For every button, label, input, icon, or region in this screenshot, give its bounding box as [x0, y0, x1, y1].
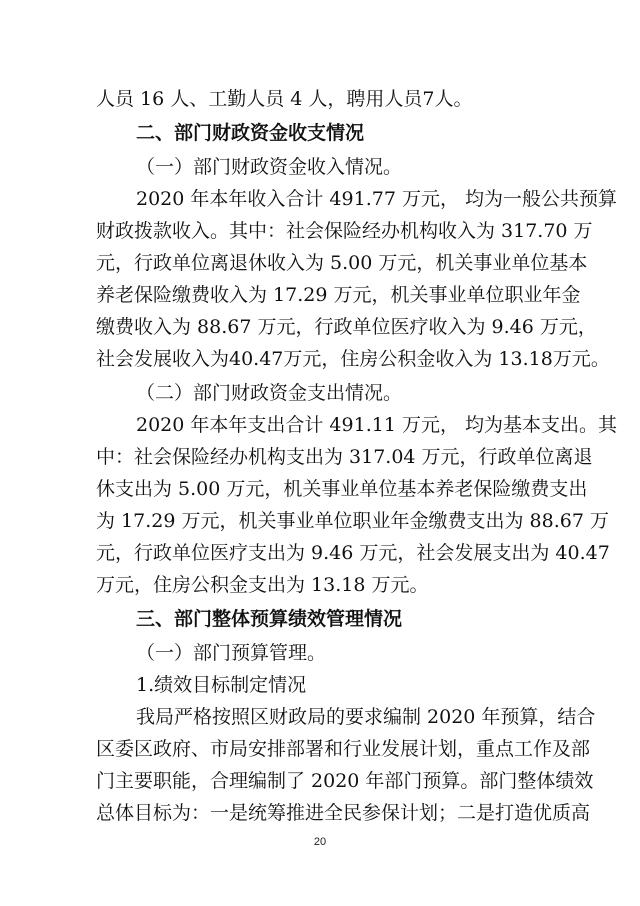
body-text-line: 元，行政单位医疗支出为 9.46 万元，社会发展支出为 40.47 — [96, 542, 610, 564]
body-text-line: 区委区政府、市局安排部署和行业发展计划，重点工作及部 — [96, 738, 591, 760]
body-text-line: 人员 16 人、工勤人员 4 人，聘用人员7人。 — [96, 88, 473, 110]
body-text-line: 休支出为 5.00 万元，机关事业单位基本养老保险缴费支出 — [96, 478, 588, 500]
body-text-line: 元，行政单位离退休收入为 5.00 万元，机关事业单位基本 — [96, 252, 588, 274]
section-heading: 二、部门财政资金收支情况 — [136, 122, 365, 144]
body-text-line: 2020 年本年收入合计 491.77 万元， 均为一般公共预算 — [136, 188, 617, 210]
subsection-heading: （一）部门财政资金收入情况。 — [136, 156, 403, 178]
body-text-line: 我局严格按照区财政局的要求编制 2020 年预算，结合 — [136, 706, 596, 728]
body-text-line: 为 17.29 万元，机关事业单位职业年金缴费支出为 88.67 万 — [96, 510, 609, 532]
body-text-line: 养老保险缴费收入为 17.29 万元，机关事业单位职业年金 — [96, 284, 581, 306]
body-text-line: 财政拨款收入。其中：社会保险经办机构收入为 317.70 万 — [96, 220, 593, 242]
subsection-heading: （一）部门预算管理。 — [136, 642, 327, 664]
body-text-line: 万元，住房公积金支出为 13.18 万元。 — [96, 574, 429, 596]
body-text-line: 总体目标为：一是统筹推进全民参保计划；二是打造优质高 — [96, 802, 591, 824]
body-text-line: 中：社会保险经办机构支出为 317.04 万元，行政单位离退 — [96, 446, 593, 468]
section-heading: 三、部门整体预算绩效管理情况 — [136, 608, 403, 630]
body-text-line: 缴费收入为 88.67 万元，行政单位医疗收入为 9.46 万元， — [96, 316, 597, 338]
subsection-heading: （二）部门财政资金支出情况。 — [136, 382, 403, 404]
item-heading: 1.绩效目标制定情况 — [136, 674, 307, 696]
body-text-line: 门主要职能，合理编制了 2020 年部门预算。部门整体绩效 — [96, 770, 594, 792]
body-text-line: 2020 年本年支出合计 491.11 万元， 均为基本支出。其 — [136, 414, 617, 436]
body-text-line: 社会发展收入为40.47万元，住房公积金收入为 13.18万元。 — [96, 348, 610, 370]
page-number: 20 — [313, 836, 327, 848]
